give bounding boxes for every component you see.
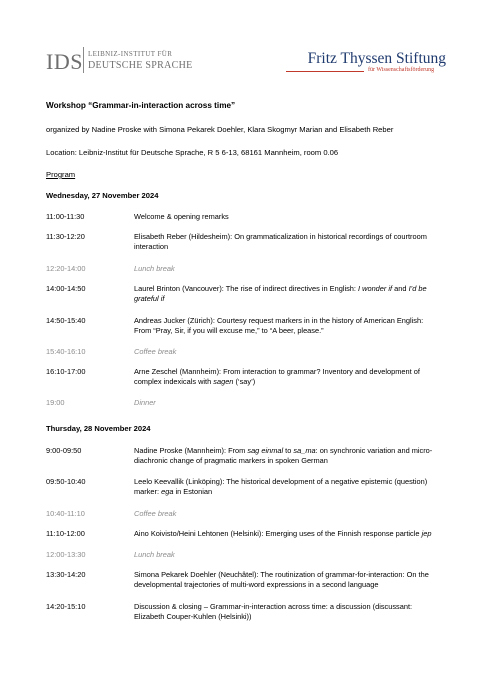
- desc-italic: ega: [161, 487, 174, 497]
- schedule-time: 14:20-15:10: [46, 602, 86, 611]
- schedule-desc: [134, 446, 434, 467]
- program-heading: Program: [46, 170, 76, 179]
- schedule-desc: [134, 284, 434, 305]
- schedule-desc: [134, 529, 434, 539]
- schedule-time: 11:30-12:20: [46, 232, 85, 241]
- desc-part: Nadine Proske (Mannheim): From: [134, 446, 248, 455]
- schedule-time: 16:10-17:00: [46, 367, 86, 376]
- schedule-time: 14:00-14:50: [46, 284, 86, 293]
- schedule-time: 19:00: [46, 398, 65, 407]
- desc-part: in Estonian: [173, 487, 213, 497]
- schedule-desc: [134, 367, 434, 388]
- schedule-desc: Welcome & opening remarks: [134, 212, 229, 221]
- desc-part: Arne Zeschel (Mannheim): From interaction to grammar? Inventory and development of complex indexicals with: [134, 367, 420, 387]
- organizers-line: organized by Nadine Proske with Simona Pekarek Doehler, Klara Skogmyr Marian and Elisabeth Reber: [46, 125, 394, 134]
- desc-italic: sagen: [213, 377, 234, 387]
- fts-logo-name: Fritz Thyssen Stiftung: [307, 50, 446, 67]
- schedule-desc: Lunch break: [134, 264, 175, 273]
- desc-part: Aino Koivisto/Heini Lehtonen (Helsinki): Emerging uses of the Finnish response particle: [134, 529, 422, 538]
- desc-italic: I wonder if: [358, 284, 393, 293]
- fts-logo-rule: [286, 71, 364, 72]
- workshop-title: Workshop “Grammar-in-interaction across time”: [46, 101, 236, 110]
- ids-logo: [46, 47, 196, 75]
- schedule-desc: Andreas Jucker (Zürich): Courtesy request markers in in the history of American English: From “Pray, Sir, if you will excuse me,” to “A beer, please.”: [134, 316, 424, 336]
- ids-logo-divider: [83, 47, 84, 73]
- ids-logo-mark: IDS: [46, 49, 83, 74]
- schedule-desc: Simona Pekarek Doehler (Neuchâtel): The routinization of grammar-for-interaction: On the developmental trajectories of multi-word expressions in a second language: [134, 570, 429, 590]
- schedule-time: 09:50-10:40: [46, 477, 86, 486]
- schedule-desc: Lunch break: [134, 550, 175, 559]
- desc-italic: jep: [421, 529, 432, 538]
- schedule-desc: Discussion & closing – Grammar-in-interaction across time: a discussion (discussant: Elizabeth Couper-Kuhlen (Helsinki)): [134, 602, 413, 622]
- schedule-time: 12:20-14:00: [46, 264, 86, 273]
- fts-logo-subtitle: für Wissenschaftsförderung: [368, 67, 435, 73]
- schedule-desc: Dinner: [134, 398, 156, 407]
- desc-italic: I’d be grateful if: [134, 284, 427, 304]
- desc-part: Laurel Brinton (Vancouver): The rise of indirect directives in English:: [134, 284, 359, 293]
- day1-heading: Wednesday, 27 November 2024: [46, 191, 159, 200]
- schedule-desc: Coffee break: [134, 347, 177, 356]
- desc-part: and: [392, 284, 409, 293]
- desc-part: (‘say’): [233, 377, 256, 387]
- ids-logo-line2: DEUTSCHE SPRACHE: [88, 60, 193, 71]
- day2-heading: Thursday, 28 November 2024: [46, 424, 151, 433]
- schedule-time: 10:40-11:10: [46, 509, 85, 518]
- schedule-time: 13:30-14:20: [46, 570, 86, 579]
- fts-logo: [286, 50, 446, 80]
- schedule-desc: Coffee break: [134, 509, 177, 518]
- schedule-time: 12:00-13:30: [46, 550, 86, 559]
- schedule-time: 14:50-15:40: [46, 316, 86, 325]
- schedule-time: 15:40-16:10: [46, 347, 86, 356]
- desc-italic: sag einmal: [247, 446, 284, 455]
- schedule-time: 11:00-11:30: [46, 212, 85, 221]
- schedule-desc: [134, 477, 434, 498]
- schedule-time: 11:10-12:00: [46, 529, 85, 538]
- desc-part: : on synchronic variation and micro-diachronic change of pragmatic markers in spoken German: [134, 446, 433, 466]
- schedule-time: 9:00-09:50: [46, 446, 82, 455]
- desc-part: to: [283, 446, 294, 455]
- location-line: Location: Leibniz-Institut für Deutsche Sprache, R 5 6-13, 68161 Mannheim, room 0.06: [46, 148, 339, 157]
- schedule-desc: Elisabeth Reber (Hildesheim): On grammaticalization in historical recordings of courtroom interaction: [134, 232, 427, 252]
- desc-italic: sa_ma: [293, 446, 316, 455]
- ids-logo-line1: LEIBNIZ-INSTITUT FÜR: [88, 50, 173, 58]
- desc-part: Leelo Keevallik (Linköping): The historical development of a negative epistemic (question) marker:: [134, 477, 428, 497]
